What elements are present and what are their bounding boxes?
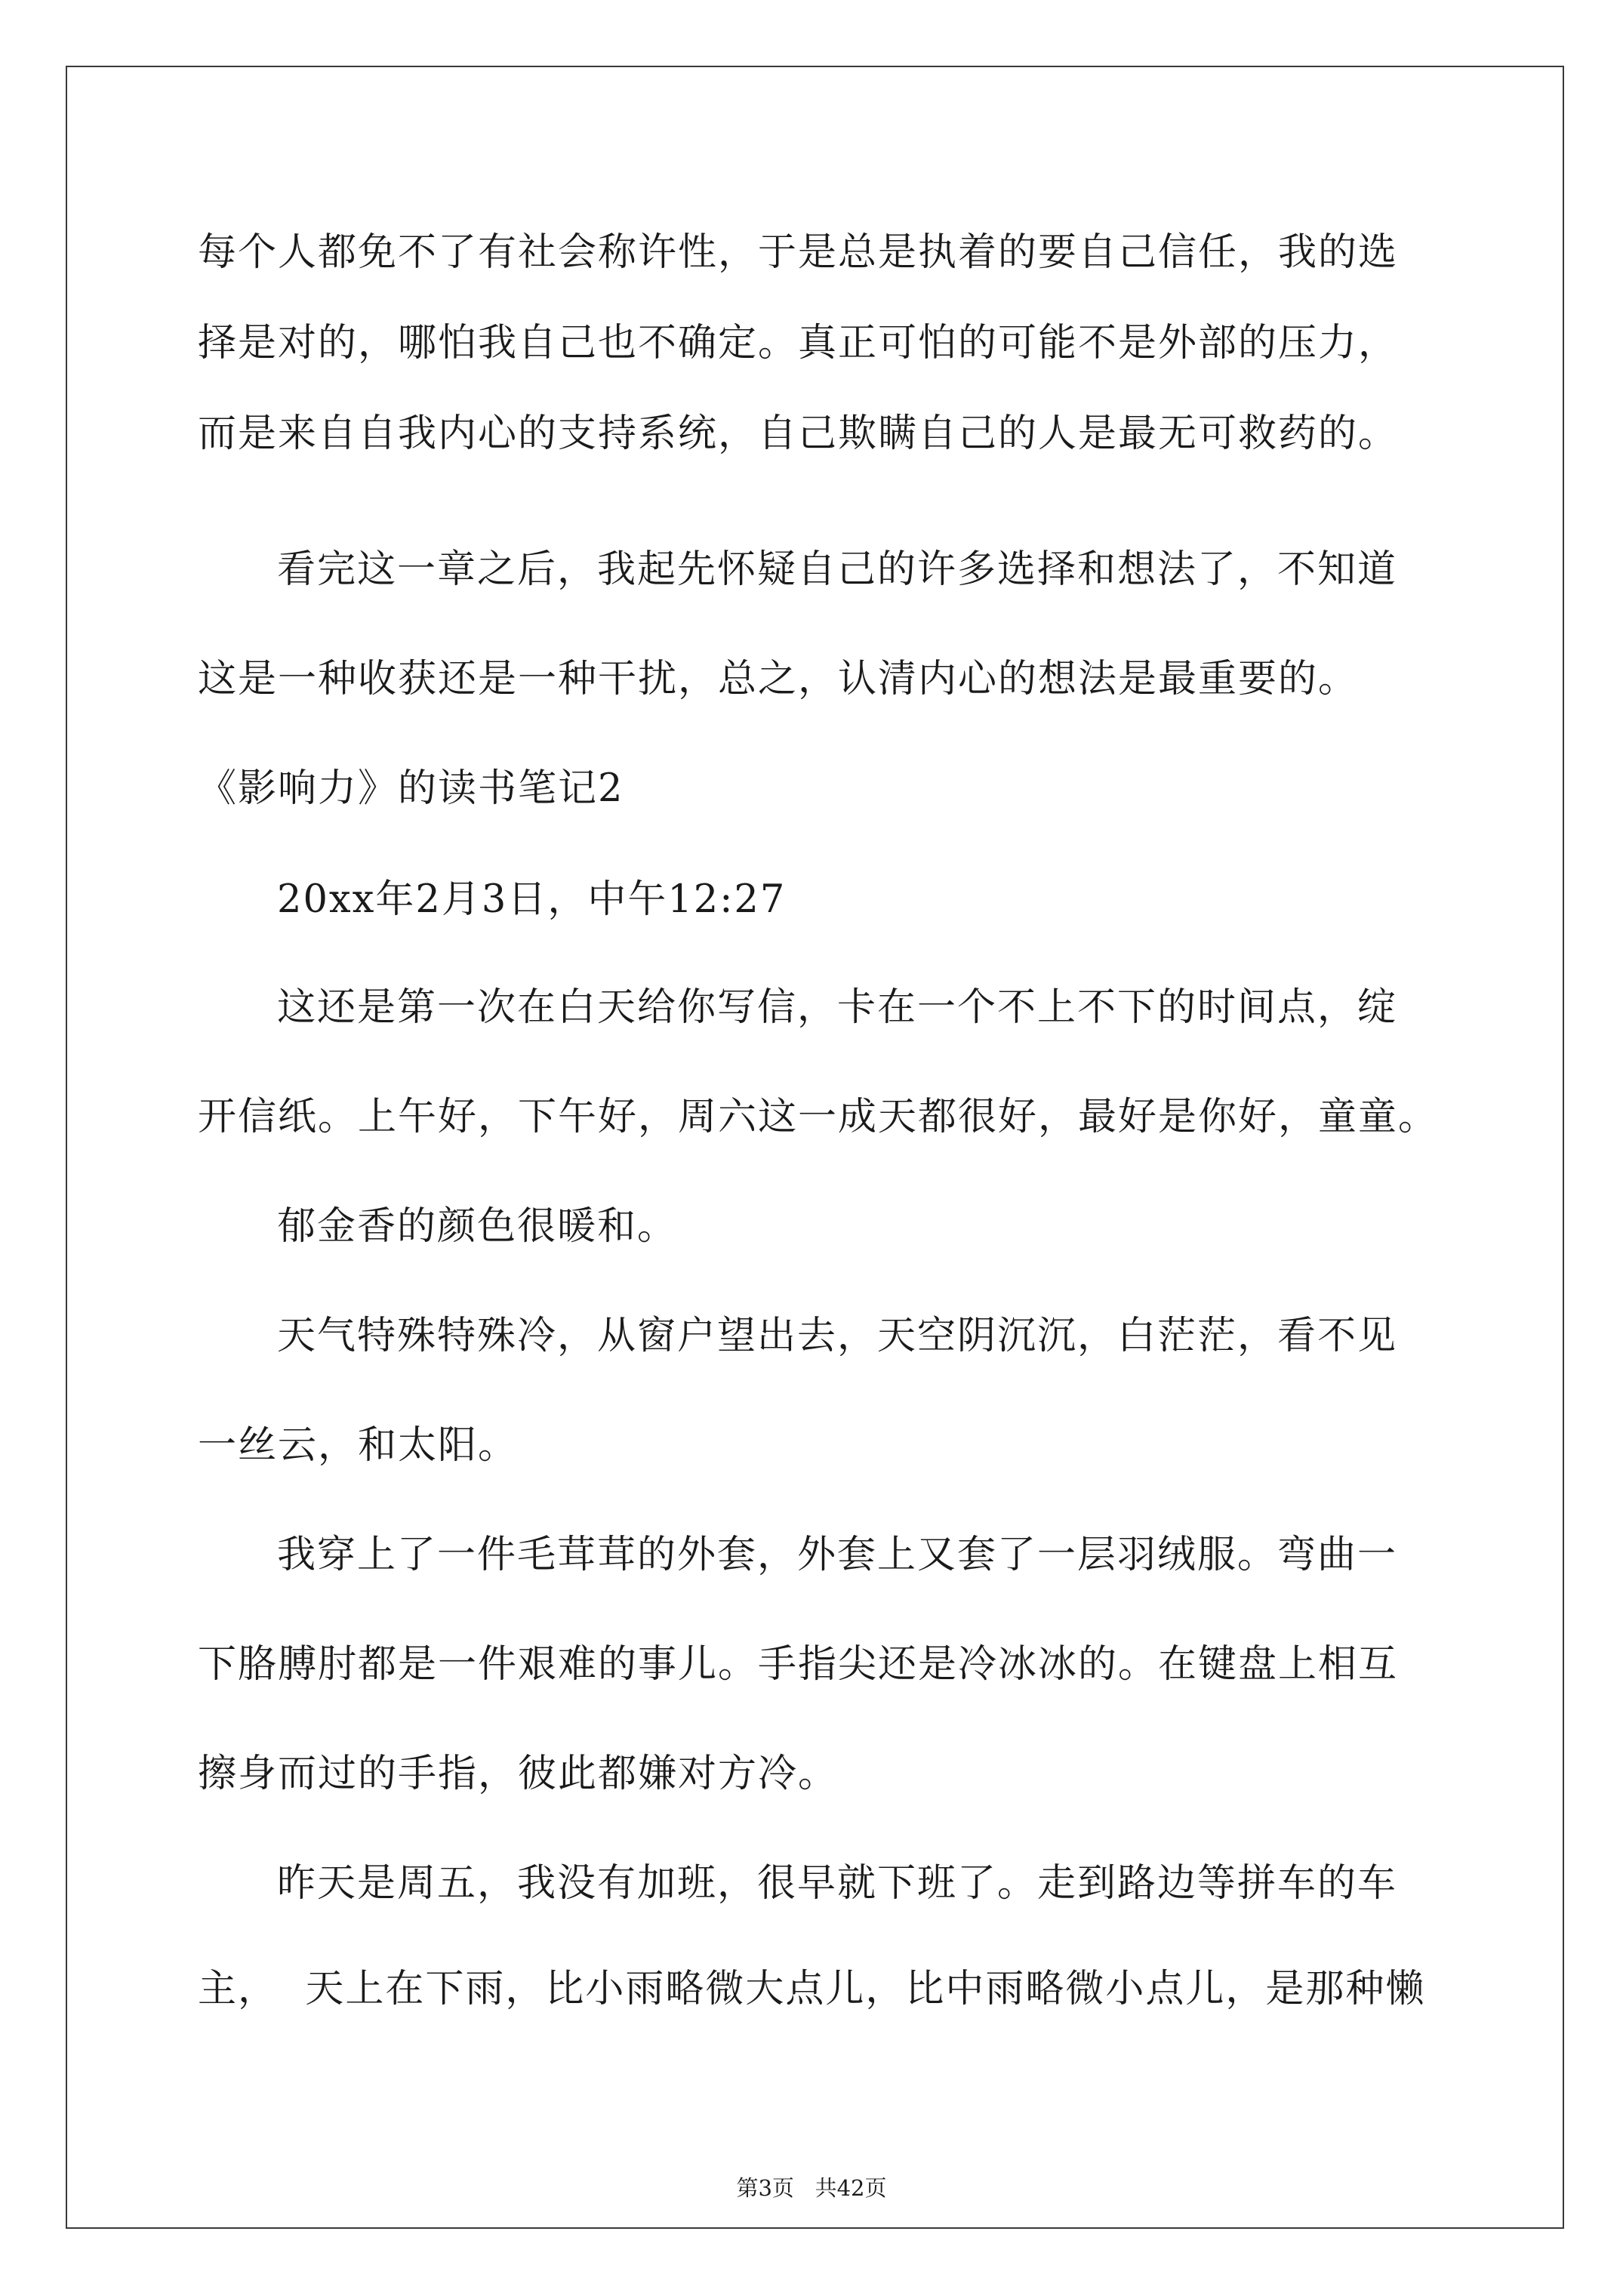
text-line: 昨天是周五，我没有加班，很早就下班了。走到路边等拼车的车 — [277, 1861, 1398, 1906]
text-line: 看完这一章之后，我起先怀疑自己的许多选择和想法了，不知道 — [277, 547, 1398, 592]
page-number: 第3页 共42页 — [736, 2175, 887, 2201]
text-line: 一丝云，和太阳。 — [198, 1423, 519, 1468]
text-line: 择是对的，哪怕我自己也不确定。真正可怕的可能不是外部的压力， — [198, 321, 1399, 365]
text-line: 这是一种收获还是一种干扰，总之，认清内心的想法是最重要的。 — [198, 657, 1359, 701]
text-line: 主， 天上在下雨，比小雨略微大点儿，比中雨略微小点儿，是那种懒 — [198, 1967, 1426, 2011]
date-line: 20xx年2月3日，中午12:27 — [277, 877, 787, 922]
text-line: 下胳膊肘都是一件艰难的事儿。手指尖还是冷冰冰的。在键盘上相互 — [198, 1642, 1399, 1687]
text-line: 而是来自自我内心的支持系统，自己欺瞒自己的人是最无可救药的。 — [198, 411, 1399, 456]
text-line: 擦身而过的手指，彼此都嫌对方冷。 — [198, 1752, 839, 1796]
text-line: 天气特殊特殊冷，从窗户望出去，天空阴沉沉，白茫茫，看不见 — [277, 1314, 1398, 1358]
text-line: 这还是第一次在白天给你写信，卡在一个不上不下的时间点，绽 — [277, 985, 1398, 1030]
text-line: 开信纸。上午好，下午好，周六这一成天都很好，最好是你好，童童。 — [198, 1095, 1439, 1139]
text-line: 我穿上了一件毛茸茸的外套，外套上又套了一层羽绒服。弯曲一 — [277, 1533, 1398, 1577]
text-line: 每个人都免不了有社会称许性，于是总是执着的要自己信任，我的选 — [198, 230, 1399, 275]
section-heading: 《影响力》的读书笔记2 — [198, 766, 624, 811]
text-line: 郁金香的颜色很暖和。 — [277, 1204, 678, 1249]
